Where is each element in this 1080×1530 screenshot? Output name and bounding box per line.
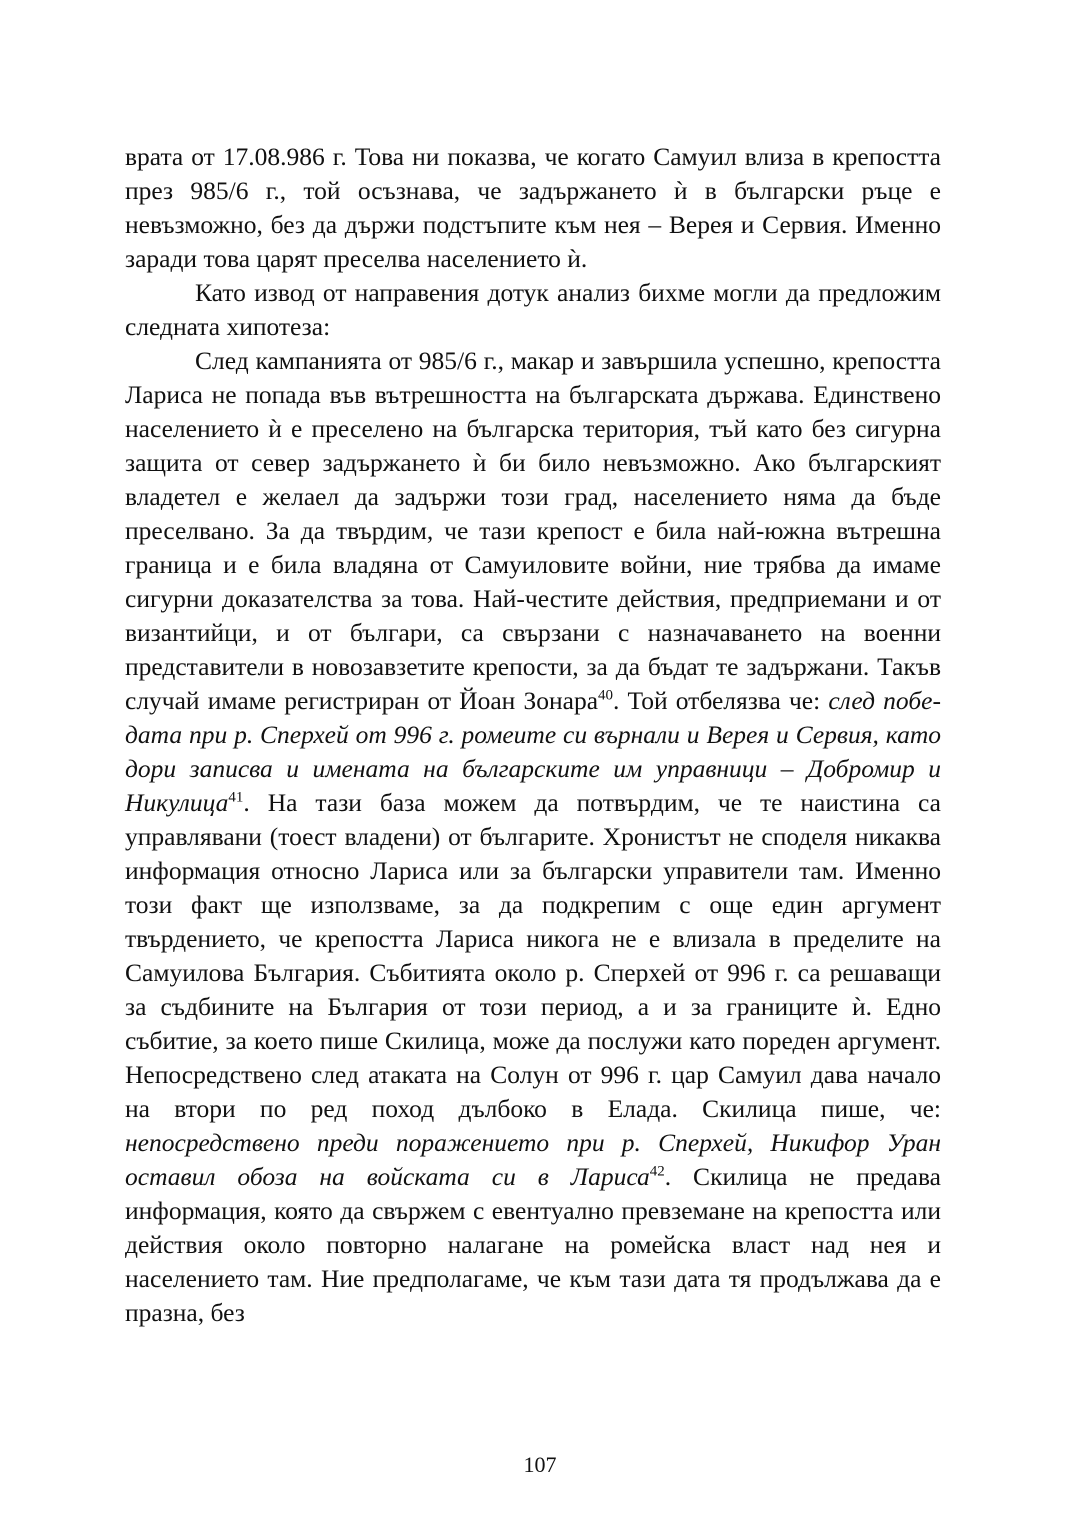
paragraph-3 — [125, 344, 941, 1330]
text-run: След кампанията от 985/6 г., макар и завършила успешно, крепостта Лариса не попада във вътрешността на българската държава. Единствено населението ѝ е преселено на българска територия, тъй като без сигурна защита от север задържането ѝ би било невъзможно. Ако българският владетел е желаел да задържи този град, населението няма да бъде преселвано. За да твърдим, че тази крепост е била най-южна вътрешна граница и е била владяна от Самуиловите войни, ние трябва да имаме сигурни доказателства за това. Най-честите действия, предприемани и от византийци, и от българи, са свързани с назначаването на военни представители в новозавзетите крепости, за да бъдат те задържани. Такъв случай имаме регистриран от Йоан Зонара — [125, 346, 941, 715]
paragraph-2 — [125, 276, 941, 344]
page-number: 107 — [523, 1452, 557, 1477]
italic-quote: след победата при р. Сперхей от 996 г. ромеите си върнали и Верея и Сервия, като дори записва и имената на българските им управници – Добромир и Никулица — [125, 686, 941, 817]
text-run: . На тази база можем да потвърдим, че те наистина са управлявани (тоест владени) от българите. Хронистът не споделя никаква информация относно Лариса или за български управители там. Именно този факт ще използваме, за да подкрепим с още един аргумент твърдението, че крепостта Лариса никога не е влизала в пределите на Самуилова България. Събитията около р. Сперхей от 996 г. са решаващи за съдбините на България от този период, а и за границите ѝ. Едно събитие, за което пише Скилица, може да послужи като пореден аргумент. Непосредствено след атаката на Солун от 996 г. цар Самуил дава начало на втори по ред поход дълбоко в Елада. Скилица пише, че: — [125, 788, 941, 1123]
footnote-ref-42: 42 — [649, 1163, 665, 1180]
italic-quote: непосредствено преди поражението при р. Сперхей, Никифор Уран оставил обоза на войската си в Лариса — [125, 1128, 941, 1191]
text-run: врата от 17.08.986 г. Това ни показва, че когато Самуил влиза в крепостта през 985/6 г., той осъзнава, че задържането ѝ в български ръце е невъзможно, без да държи подстъпите към нея – Верея и Сервия. Именно заради това царят преселва населението ѝ. — [125, 142, 941, 273]
text-run: . Той отбелязва че: — [613, 686, 829, 715]
text-run: . Скилица не предава информация, която да свържем с евентуално превземане на крепостта или действия около повторно налагане на ромейска власт над нея и населението там. Ние предполагаме, че към тази дата тя продължава да е празна, без — [125, 1162, 941, 1327]
footnote-ref-40: 40 — [598, 687, 614, 704]
footnote-ref-41: 41 — [228, 789, 244, 806]
body-text — [125, 140, 941, 1330]
paragraph-1 — [125, 140, 941, 276]
text-run: Като извод от направения дотук анализ бихме могли да предложим следната хипотеза: — [125, 278, 941, 341]
